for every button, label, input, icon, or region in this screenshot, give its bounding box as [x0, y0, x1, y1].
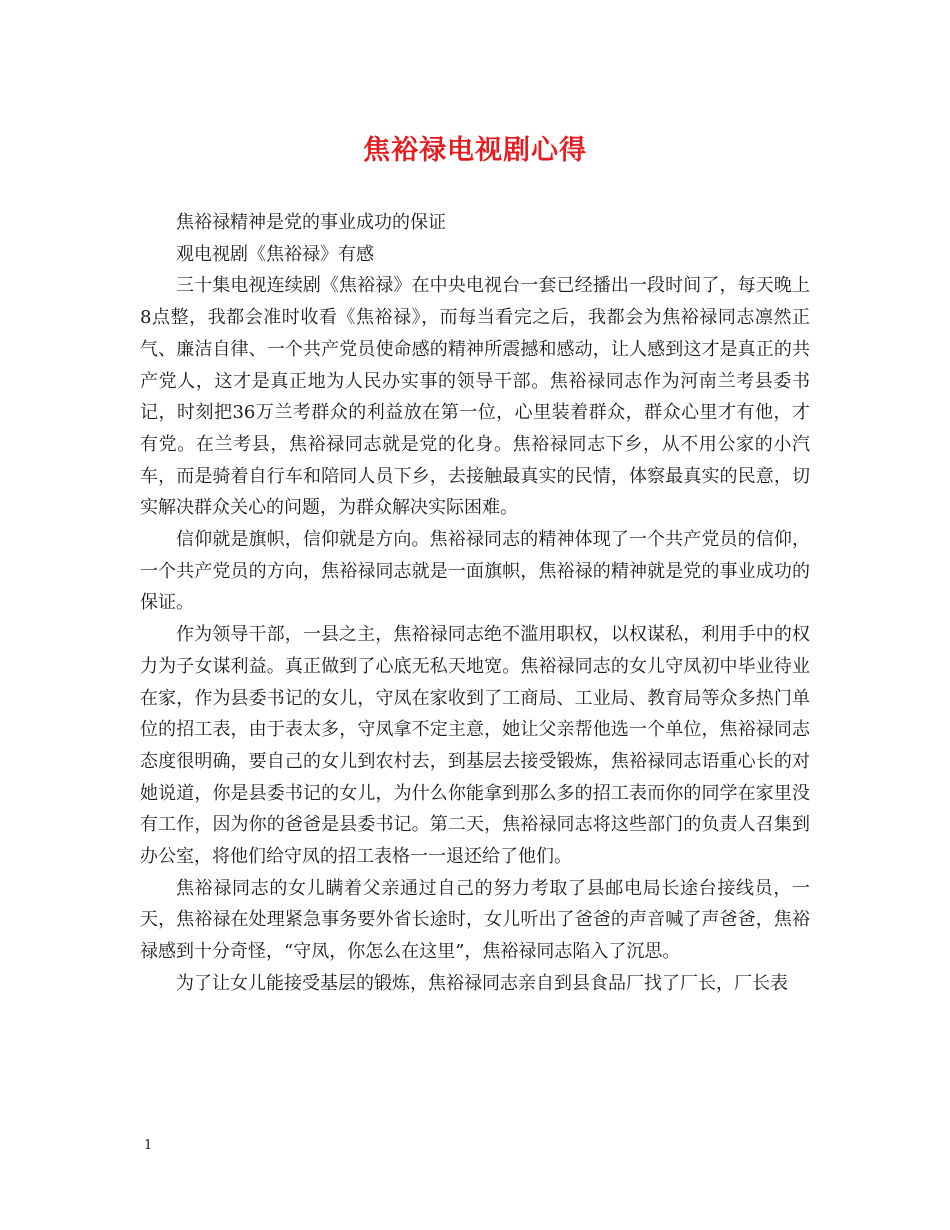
paragraph: 为了让女儿能接受基层的锻炼，焦裕禄同志亲自到县食品厂找了厂长，厂长表 [176, 972, 788, 994]
paragraph: 作为领导干部，一县之主，焦裕禄同志绝不滥用职权，以权谋私，利用手中的权力为子女谋利益。真正做到了心底无私天地宽。焦裕禄同志的女儿守凤初中毕业待业在家，作为县委书记的女儿，守凤在家收到了工商局、工业局、教育局等众多热门单位的招工表，由于表太多，守凤拿不定主意，她让父亲帮他选一个单位，焦裕禄同志态度很明确，要自己的女儿到农村去，到基层去接受锻炼，焦裕禄同志语重心长的对她说道，你是县委书记的女儿，为什么你能拿到那么多的招工表而你的同学在家里没有工作，因为你的爸爸是县委书记。第二天，焦裕禄同志将这些部门的负责人召集到办公室，将他们给守凤的招工表格一一退还给了他们。 [140, 624, 810, 868]
paragraph-subheading: 观电视剧《焦裕禄》有感 [176, 243, 374, 265]
paragraph-subtitle: 焦裕禄精神是党的事业成功的保证 [176, 212, 446, 233]
paragraph: 焦裕禄同志的女儿瞒着父亲通过自己的努力考取了县邮电局长途台接线员，一天，焦裕禄在处理紧急事务要外省长途时，女儿听出了爸爸的声音喊了声爸爸，焦裕禄感到十分奇怪，“守凤，你怎么在这里”，焦裕禄同志陷入了沉思。 [140, 877, 810, 963]
page-number: 1 [144, 1138, 153, 1153]
page-title: 焦裕禄电视剧心得 [363, 135, 587, 166]
document-body [140, 207, 810, 1000]
paragraph: 信仰就是旗帜，信仰就是方向。焦裕禄同志的精神体现了一个共产党员的信仰，一个共产党员的方向，焦裕禄同志就是一面旗帜，焦裕禄的精神就是党的事业成功的保证。 [140, 529, 810, 614]
paragraph: 三十集电视连续剧《焦裕禄》在中央电视台一套已经播出一段时间了，每天晚上8点整，我都会准时收看《焦裕禄》，而每当看完之后，我都会为焦裕禄同志凛然正气、廉洁自律、一个共产党员使命感的精神所震撼和感动，让人感到这才是真正的共产党人，这才是真正地为人民办实事的领导干部。焦裕禄同志作为河南兰考县委书记，时刻把36万兰考群众的利益放在第一位，心里装着群众，群众心里才有他，才有党。在兰考县，焦裕禄同志就是党的化身。焦裕禄同志下乡，从不用公家的小汽车，而是骑着自行车和陪同人员下乡，去接触最真实的民情，体察最真实的民意，切实解决群众关心的问题，为群众解决实际困难。 [140, 275, 810, 519]
